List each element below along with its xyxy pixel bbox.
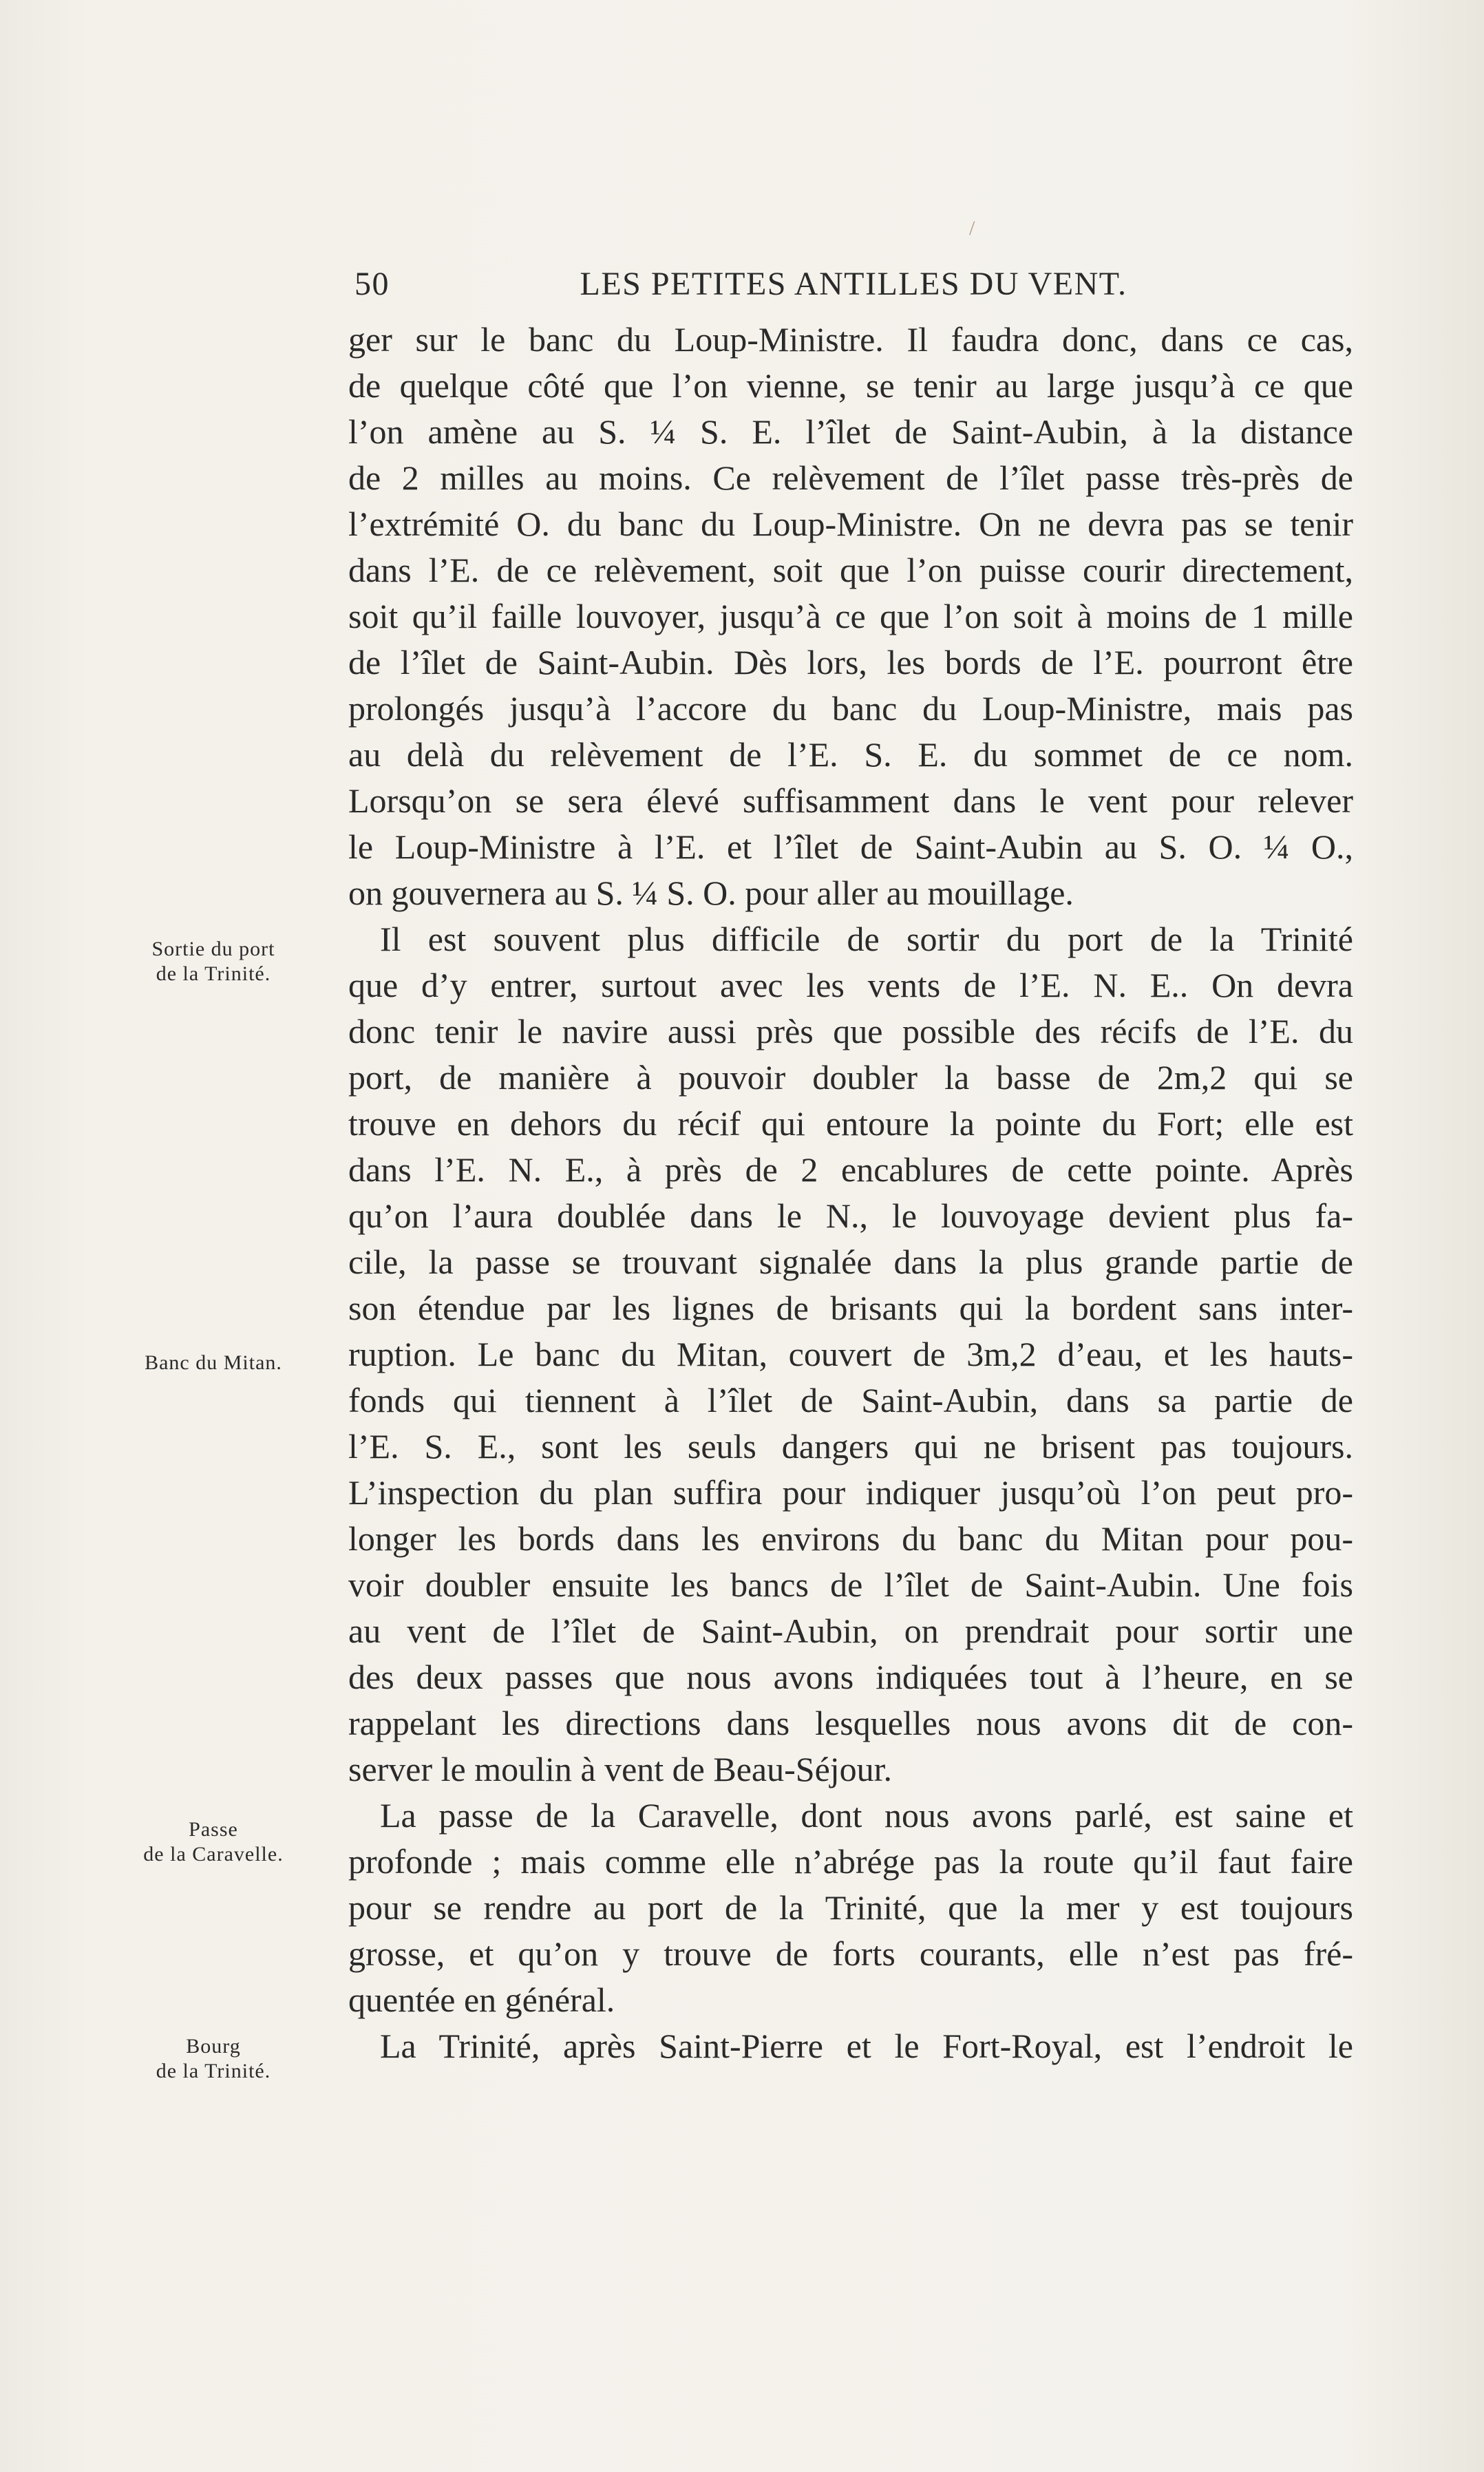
running-header (354, 265, 1353, 303)
text-line: de quelque côté que l’on vienne, se tenir au large jusqu’à ce que (348, 366, 1353, 405)
stray-mark: / (969, 217, 975, 240)
text-line: des deux passes que nous avons indiquées tout à l’heure, en se (348, 1658, 1353, 1696)
text-line: prolongés jusqu’à l’accore du banc du Loup-Ministre, mais pas (348, 689, 1353, 728)
margin-note-passe (103, 1817, 324, 1867)
text-line: au delà du relèvement de l’E. S. E. du sommet de ce nom. (348, 735, 1353, 774)
text-line: profonde ; mais comme elle n’abrége pas la route qu’il faut faire (348, 1842, 1353, 1881)
text-line: trouve en dehors du récif qui entoure la pointe du Fort; elle est (348, 1104, 1353, 1143)
text-line: dans l’E. N. E., à près de 2 encablures de cette pointe. Après (348, 1150, 1353, 1189)
text-line: l’on amène au S. ¼ S. E. l’îlet de Saint-Aubin, à la distance (348, 412, 1353, 451)
margin-note-line: de la Trinité. (156, 2060, 271, 2082)
text-line: le Loup-Ministre à l’E. et l’îlet de Saint-Aubin au S. O. ¼ O., (348, 827, 1353, 866)
text-line: de 2 milles au moins. Ce relèvement de l’îlet passe très-près de (348, 458, 1353, 497)
text-line: ger sur le banc du Loup-Ministre. Il faudra donc, dans ce cas, (348, 320, 1353, 359)
text-line: L’inspection du plan suffira pour indiquer jusqu’où l’on peut pro- (348, 1473, 1353, 1512)
margin-note-banc-du-mitan (103, 1351, 324, 1375)
page-number: 50 (354, 266, 390, 302)
text-line: La passe de la Caravelle, dont nous avons parlé, est saine et (380, 1796, 1353, 1835)
margin-note-line: Bourg (186, 2035, 241, 2058)
margin-note-bourg (103, 2034, 324, 2084)
text-line: ruption. Le banc du Mitan, couvert de 3m,2 d’eau, et les hauts- (348, 1335, 1353, 1373)
margin-note-sortie (103, 937, 324, 986)
text-line: au vent de l’îlet de Saint-Aubin, on prendrait pour sortir une (348, 1612, 1353, 1650)
text-line: Il est souvent plus difficile de sortir du port de la Trinité (380, 920, 1353, 958)
text-line: rappelant les directions dans lesquelles nous avons dit de con- (348, 1704, 1353, 1742)
text-line: donc tenir le navire aussi près que possible des récifs de l’E. du (348, 1012, 1353, 1050)
margin-note-line: de la Caravelle. (143, 1843, 284, 1866)
text-line: cile, la passe se trouvant signalée dans la plus grande partie de (348, 1243, 1353, 1281)
text-line: dans l’E. de ce relèvement, soit que l’on puisse courir directement, (348, 551, 1353, 589)
text-line: quentée en général. (348, 1980, 615, 2019)
margin-note-line: Banc du Mitan. (145, 1351, 282, 1374)
text-line: La Trinité, après Saint-Pierre et le Fort-Royal, est l’endroit le (380, 2027, 1353, 2065)
text-line: grosse, et qu’on y trouve de forts courants, elle n’est pas fré- (348, 1934, 1353, 1973)
text-line: l’extrémité O. du banc du Loup-Ministre. On ne devra pas se tenir (348, 505, 1353, 543)
margin-note-line: Passe (189, 1818, 238, 1841)
text-line: fonds qui tiennent à l’îlet de Saint-Aubin, dans sa partie de (348, 1381, 1353, 1419)
margin-note-line: de la Trinité. (156, 962, 271, 985)
text-line: longer les bords dans les environs du banc du Mitan pour pou- (348, 1519, 1353, 1558)
body-text (348, 317, 1353, 2069)
text-line: qu’on l’aura doublée dans le N., le louvoyage devient plus fa- (348, 1196, 1353, 1235)
text-line: pour se rendre au port de la Trinité, que la mer y est toujours (348, 1888, 1353, 1927)
text-line: soit qu’il faille louvoyer, jusqu’à ce que l’on soit à moins de 1 mille (348, 597, 1353, 635)
running-title: LES PETITES ANTILLES DU VENT. (580, 266, 1127, 302)
text-line: l’E. S. E., sont les seuls dangers qui ne brisent pas toujours. (348, 1427, 1353, 1466)
text-line: que d’y entrer, surtout avec les vents de l’E. N. E.. On devra (348, 966, 1353, 1004)
text-line: port, de manière à pouvoir doubler la basse de 2m,2 qui se (348, 1058, 1353, 1097)
text-line: on gouvernera au S. ¼ S. O. pour aller au mouillage. (348, 874, 1074, 912)
text-line: de l’îlet de Saint-Aubin. Dès lors, les bords de l’E. pourront être (348, 643, 1353, 682)
text-line: Lorsqu’on se sera élevé suffisamment dans le vent pour relever (348, 781, 1353, 820)
text-line: voir doubler ensuite les bancs de l’îlet de Saint-Aubin. Une fois (348, 1565, 1353, 1604)
text-line: son étendue par les lignes de brisants qui la bordent sans inter- (348, 1289, 1353, 1327)
text-line: server le moulin à vent de Beau-Séjour. (348, 1750, 893, 1788)
margin-note-line: Sortie du port (151, 938, 275, 960)
